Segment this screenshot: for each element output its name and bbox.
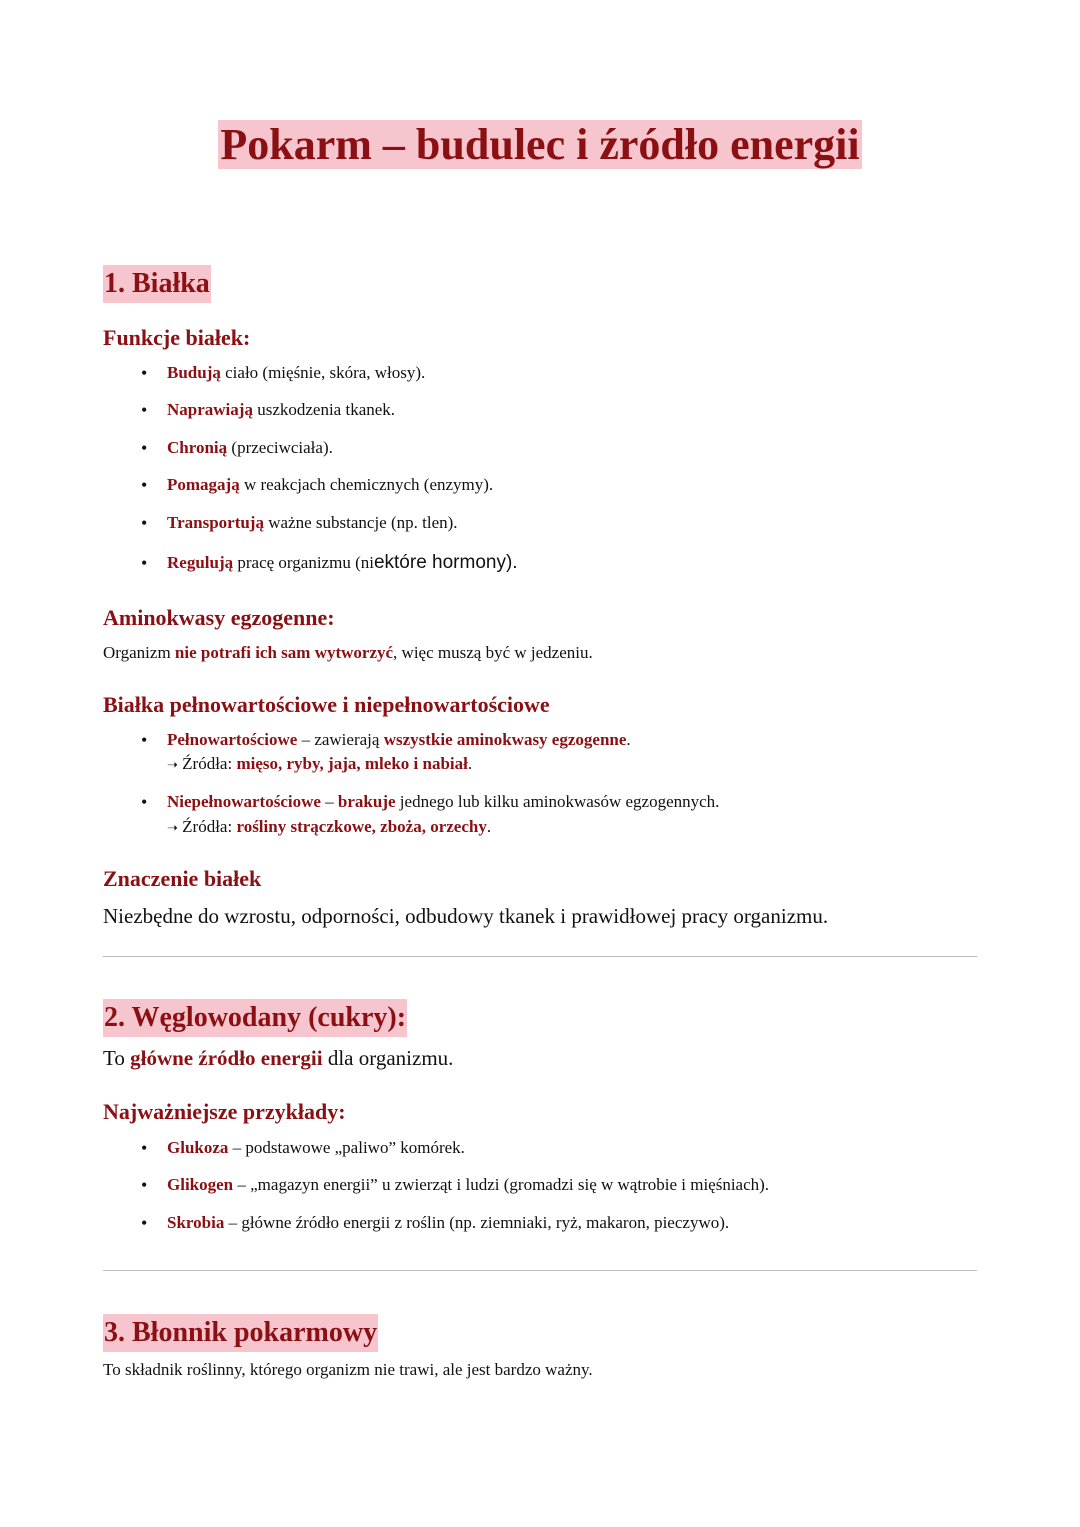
subheading-essential-amino-acids: Aminokwasy egzogenne:: [103, 605, 335, 630]
item-keyword: Naprawiają: [167, 400, 253, 419]
carbohydrates-intro: [103, 1044, 453, 1072]
item-text: –: [320, 792, 338, 811]
item-text: – zawierają: [297, 730, 384, 749]
sources-label: Źródła:: [177, 754, 237, 773]
item-keyword: Glukoza: [167, 1138, 229, 1157]
sources-label: Źródła:: [177, 817, 237, 836]
item-keyword: Skrobia: [167, 1213, 225, 1232]
item-text: – podstawowe „paliwo” komórek.: [228, 1138, 465, 1157]
item-text: uszkodzenia tkanek.: [252, 400, 396, 419]
importance-text: Niezbędne do wzrostu, odporności, odbudowy tkanek i prawidłowej pracy organizmu.: [103, 904, 829, 928]
section-heading-carbohydrates: 2. Węglowodany (cukry):: [103, 999, 407, 1037]
item-text: – „magazyn energii” u zwierząt i ludzi (gromadzi się w wątrobie i mięśniach).: [233, 1175, 770, 1194]
text-part: To: [103, 1046, 131, 1070]
bullet-icon: •: [141, 730, 148, 750]
item-text: ciało (mięśnie, skóra, włosy).: [220, 363, 426, 382]
item-text: w reakcjach chemicznych (enzymy).: [239, 475, 494, 494]
item-text: pracę organizmu (ni: [233, 553, 374, 572]
page-title: Pokarm – budulec i źródło energii: [220, 120, 860, 169]
item-keyword: Pełnowartościowe: [167, 730, 298, 749]
bullet-icon: •: [141, 475, 148, 495]
subheading-key-examples: Najważniejsze przykłady:: [103, 1099, 346, 1124]
subheading-protein-functions: Funkcje białek:: [103, 325, 251, 350]
fiber-text: To składnik roślinny, którego organizm nie trawi, ale jest bardzo ważny.: [103, 1360, 593, 1379]
sources-end: .: [486, 817, 492, 836]
text-part: , więc muszą być w jedzeniu.: [393, 643, 593, 662]
item-keyword: Budują: [167, 363, 221, 382]
item-text: – główne źródło energii z roślin (np. ziemniaki, ryż, makaron, pieczywo).: [224, 1213, 730, 1232]
bullet-icon: •: [141, 792, 148, 812]
item-text: (przeciwciała).: [227, 438, 333, 457]
item-text: jednego lub kilku aminokwasów egzogennych.: [395, 792, 720, 811]
bullet-icon: •: [141, 553, 148, 573]
sources-list: rośliny strączkowe, zboża, orzechy: [236, 817, 487, 836]
arrow-right-icon: ➝: [167, 821, 178, 836]
text-part: dla organizmu.: [322, 1046, 454, 1070]
sources-list: mięso, ryby, jaja, mleko i nabiał: [236, 754, 468, 773]
arrow-right-icon: ➝: [167, 758, 178, 773]
section-heading-proteins: 1. Białka: [103, 265, 211, 303]
text-emphasis: główne źródło energii: [130, 1046, 323, 1070]
item-keyword: Pomagają: [167, 475, 240, 494]
section-heading-dietary-fiber: 3. Błonnik pokarmowy: [103, 1314, 378, 1352]
bullet-icon: •: [141, 513, 148, 533]
item-keyword: Chronią: [167, 438, 228, 457]
item-keyword: Transportują: [167, 513, 264, 532]
item-text: .: [626, 730, 631, 749]
sources-line: [167, 816, 491, 840]
item-keyword: Glikogen: [167, 1175, 234, 1194]
page-title-wrap: [0, 118, 1080, 172]
bullet-icon: •: [141, 400, 148, 420]
amino-acids-text: [103, 642, 593, 664]
divider: [103, 1270, 977, 1271]
text-part: Organizm: [103, 643, 175, 662]
item-emphasis: wszystkie aminokwasy egzogenne: [383, 730, 627, 749]
subheading-protein-quality: Białka pełnowartościowe i niepełnowartościowe: [103, 692, 550, 717]
divider: [103, 956, 977, 957]
bullet-icon: •: [141, 1175, 148, 1195]
subheading-protein-importance: Znaczenie białek: [103, 866, 262, 891]
item-keyword: Regulują: [167, 553, 234, 572]
item-emphasis: brakuje: [337, 792, 396, 811]
bullet-icon: •: [141, 1213, 148, 1233]
item-keyword: Niepełnowartościowe: [167, 792, 321, 811]
text-emphasis: nie potrafi ich sam wytworzyć: [174, 643, 394, 662]
item-text-sans: ektóre hormony).: [373, 552, 518, 573]
item-text: ważne substancje (np. tlen).: [263, 513, 458, 532]
sources-end: .: [467, 754, 473, 773]
sources-line: [167, 753, 472, 777]
bullet-icon: •: [141, 363, 148, 383]
bullet-icon: •: [141, 438, 148, 458]
bullet-icon: •: [141, 1138, 148, 1158]
